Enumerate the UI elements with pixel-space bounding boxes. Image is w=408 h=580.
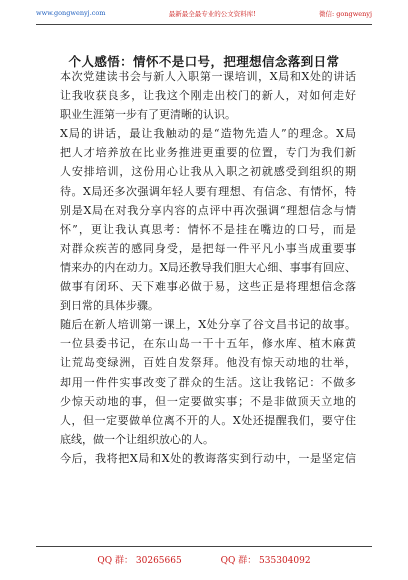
- body-line: 怀”，更让我认真思考：情怀不是挂在嘴边的口号，而是: [60, 222, 356, 236]
- header-wechat-id: 微信: gongwenyj: [319, 9, 372, 18]
- body-line: 随后在新人培训第一课上，X处分享了谷文昌书记的故事。: [60, 318, 356, 332]
- footer-qq-group-1: QQ 群： 30265665: [97, 556, 182, 566]
- body-line: 却用一件件实事改变了群众的生活。这让我铭记：不做多: [60, 375, 356, 389]
- footer-divider: [36, 546, 372, 547]
- body-line: 做事有闭环、天下难事必做于易，这些正是将理想信念落: [60, 280, 356, 294]
- body-line: 让荒岛变绿洲，百姓自发祭拜。他没有惊天动地的壮举，: [60, 356, 356, 370]
- header-tagline: 最新最全最专业的公文资料库!: [168, 9, 256, 18]
- body-line: 一位县委书记，在东山岛一干十五年，修水库、植木麻黄: [60, 337, 356, 351]
- body-line: 今后，我将把X局和X处的教诲落实到行动中，一是坚定信: [60, 451, 356, 465]
- body-line: 人，但一定要做单位离不开的人。X处还提醒我们，要守住: [60, 413, 356, 427]
- body-line: 少惊天动地的事，但一定要做实事；不是非做顶天立地的: [60, 394, 356, 408]
- body-line: 情来办的内在动力。X局还教导我们胆大心细、事事有回应、: [60, 260, 356, 274]
- body-line: 职业生涯第一步有了更清晰的认识。: [60, 108, 236, 122]
- header-divider: [36, 24, 372, 25]
- document-body: [60, 67, 356, 468]
- body-line: 底线，做一个让组织放心的人。: [60, 432, 214, 446]
- body-line: 别是X局在对我分享内容的点评中再次强调“理想信念与情: [60, 203, 356, 217]
- page-footer: [0, 553, 408, 567]
- body-line: 让我收获良多，让我这个刚走出校门的新人，对如何走好: [60, 89, 356, 103]
- page-header: [36, 6, 372, 20]
- document-title: 个人感悟：情怀不是口号，把理想信念落到日常: [68, 54, 340, 69]
- header-website-url[interactable]: www.gongwenyj.com: [36, 9, 106, 17]
- body-line: 本次党建读书会与新人入职第一课培训，X局和X处的讲话: [60, 70, 356, 83]
- body-line: 对群众疾苦的感同身受，是把每一件平凡小事当成重要事: [60, 241, 356, 255]
- footer-qq-group-2: QQ 群： 535304092: [220, 556, 311, 566]
- body-line: X局的讲话，最让我触动的是“造物先造人”的理念。X局: [60, 127, 356, 141]
- body-line: 把人才培养放在比业务推进更重要的位置，专门为我们新: [60, 146, 356, 160]
- body-line: 待。X局还多次强调年轻人要有理想、有信念、有情怀，特: [60, 184, 356, 198]
- body-line: 人安排培训，这份用心让我从入职之初就感受到组织的期: [60, 165, 356, 179]
- body-line: 到日常的具体步骤。: [60, 299, 159, 313]
